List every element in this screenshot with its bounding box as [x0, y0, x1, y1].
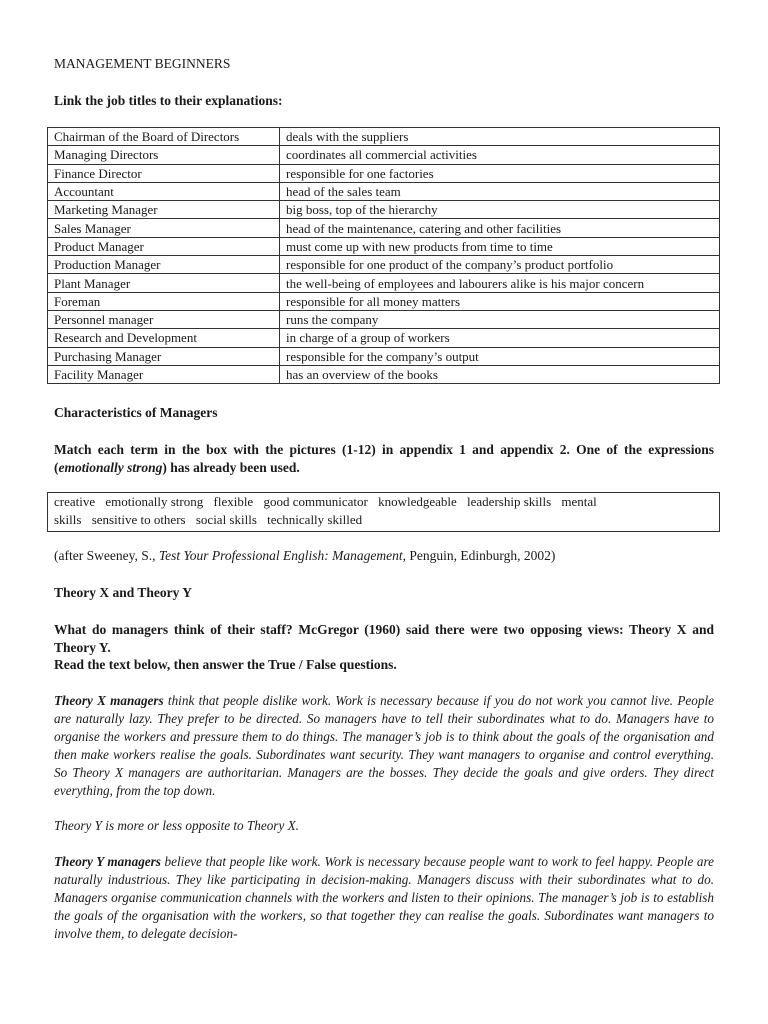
term: technically skilled — [267, 511, 363, 527]
table-row — [48, 201, 720, 219]
explanation-cell: big boss, top of the hierarchy — [280, 201, 720, 219]
explanation-cell: responsible for one factories — [280, 164, 720, 182]
term: social skills — [195, 511, 257, 527]
explanation-cell: responsible for all money matters — [280, 292, 720, 310]
explanation-cell: must come up with new products from time to time — [280, 237, 720, 255]
table-row — [48, 329, 720, 347]
terms-line-1 — [54, 493, 713, 511]
instruction-emphasis: emotionally strong — [58, 460, 163, 475]
job-title-cell: Foreman — [48, 292, 280, 310]
table-row — [48, 182, 720, 200]
term: skills — [54, 511, 82, 527]
terms-box — [47, 492, 720, 532]
citation-text-post: , Penguin, Edinburgh, 2002) — [402, 548, 556, 563]
theory-intro: What do managers think of their staff? McGregor (1960) said there were two opposing views: Theory X and Theory Y. — [54, 622, 714, 655]
term: leadership skills — [467, 494, 552, 509]
job-title-cell: Research and Development — [48, 329, 280, 347]
table-row — [48, 292, 720, 310]
theory-heading: Theory X and Theory Y — [54, 585, 193, 600]
job-title-cell: Chairman of the Board of Directors — [48, 128, 280, 146]
table-row — [48, 219, 720, 237]
job-title-cell: Product Manager — [48, 237, 280, 255]
theory-y-label: Theory Y managers — [54, 854, 161, 869]
job-title-cell: Accountant — [48, 182, 280, 200]
table-row — [48, 128, 720, 146]
explanation-cell: head of the sales team — [280, 182, 720, 200]
job-title-cell: Managing Directors — [48, 146, 280, 164]
job-title-cell: Plant Manager — [48, 274, 280, 292]
link-instruction: Link the job titles to their explanations: — [54, 93, 283, 108]
table-row — [48, 274, 720, 292]
term: sensitive to others — [91, 511, 186, 527]
table-row — [48, 164, 720, 182]
table-row — [48, 365, 720, 383]
characteristics-heading: Characteristics of Managers — [54, 405, 218, 420]
theory-read-instruction: Read the text below, then answer the True / False questions. — [54, 657, 397, 672]
terms-line-2 — [54, 511, 713, 529]
job-title-cell: Personnel manager — [48, 310, 280, 328]
theory-x-paragraph — [54, 692, 714, 800]
term: creative — [54, 494, 96, 509]
explanation-cell: head of the maintenance, catering and other facilities — [280, 219, 720, 237]
theory-y-opposite: Theory Y is more or less opposite to Theory X. — [54, 818, 299, 833]
theory-y-paragraph — [54, 853, 714, 943]
explanation-cell: the well-being of employees and labourers alike is his major concern — [280, 274, 720, 292]
job-titles-table — [47, 127, 720, 384]
job-title-cell: Sales Manager — [48, 219, 280, 237]
explanation-cell: responsible for one product of the company’s product portfolio — [280, 256, 720, 274]
explanation-cell: runs the company — [280, 310, 720, 328]
table-row — [48, 347, 720, 365]
term: emotionally strong — [105, 494, 204, 509]
explanation-cell: coordinates all commercial activities — [280, 146, 720, 164]
citation-text-pre: (after Sweeney, S., — [54, 548, 159, 563]
explanation-cell: in charge of a group of workers — [280, 329, 720, 347]
table-row — [48, 146, 720, 164]
job-title-cell: Marketing Manager — [48, 201, 280, 219]
job-title-cell: Production Manager — [48, 256, 280, 274]
term: good communicator — [263, 494, 368, 509]
instruction-text-pre: Match each term in the box with the pictures (1-12) in appendix 1 and appendix 2. One of the expressions ( — [54, 442, 714, 475]
term: flexible — [213, 494, 254, 509]
citation-book-title: Test Your Professional English: Management — [158, 548, 403, 563]
term: mental — [561, 494, 597, 509]
job-title-cell: Facility Manager — [48, 365, 280, 383]
job-title-cell: Purchasing Manager — [48, 347, 280, 365]
table-row — [48, 237, 720, 255]
table-row — [48, 310, 720, 328]
table-row — [48, 256, 720, 274]
theory-x-text: think that people dislike work. Work is necessary because if you do not work you cannot live. People are naturally lazy. They prefer to be directed. So managers have to tell their subordinates what to do. Managers have to organise the workers and pressure them to do things. The manager’s job is to think about the goals of the organisation and then make workers realise the goals. Subordinates want security. They want managers to organise and control everything. So Theory X managers are authoritarian. Managers are the bosses. They decide the goals and give orders. They direct everything, from the top down. — [54, 693, 714, 798]
instruction-text-post: ) has already been used. — [162, 460, 300, 475]
theory-x-label: Theory X managers — [54, 693, 164, 708]
page-title: MANAGEMENT BEGINNERS — [54, 56, 231, 71]
citation — [54, 548, 555, 564]
explanation-cell: deals with the suppliers — [280, 128, 720, 146]
theory-y-text: believe that people like work. Work is necessary because people want to work to feel happy. People are naturally industrious. They like participating in decision-making. Managers discuss with their subordinates what to do. Managers organise communication channels with the workers and listen to their opinions. The manager’s job is to establish the goals of the organisation with the workers, so that together they can realise the goals. Subordinates want managers to involve them, to delegate decision- — [54, 854, 714, 941]
explanation-cell: responsible for the company’s output — [280, 347, 720, 365]
job-title-cell: Finance Director — [48, 164, 280, 182]
term: knowledgeable — [378, 494, 457, 509]
characteristics-instruction — [54, 441, 714, 477]
explanation-cell: has an overview of the books — [280, 365, 720, 383]
